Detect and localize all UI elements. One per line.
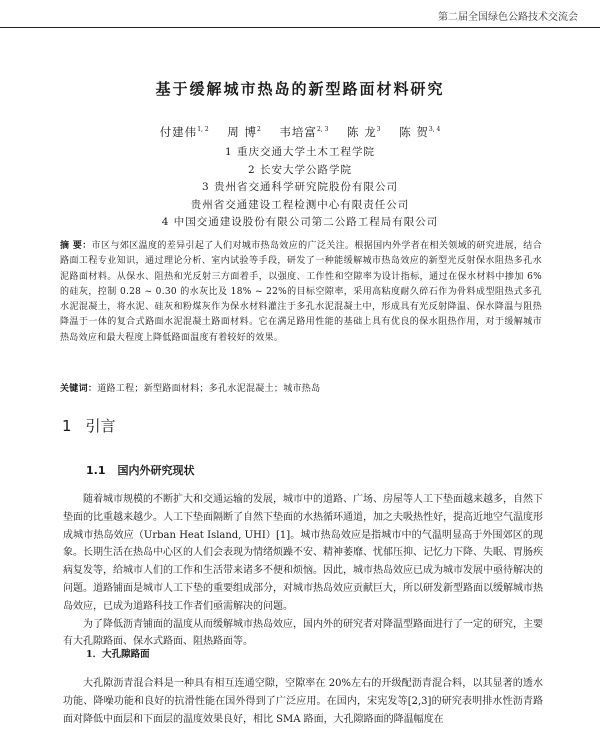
affiliation: 4 中国交通建设股份有限公司第二公路工程局有限公司 bbox=[161, 216, 439, 228]
paper-title: 基于缓解城市热岛的新型路面材料研究 bbox=[155, 80, 445, 98]
subsection-number: 1.1 bbox=[86, 464, 106, 477]
minor-heading: 1．大孔隙路面 bbox=[86, 649, 150, 660]
subsection-heading bbox=[86, 462, 195, 478]
author-list bbox=[0, 124, 600, 140]
affiliation-list bbox=[0, 144, 600, 232]
body-text-continued bbox=[63, 675, 543, 728]
header-rule bbox=[0, 27, 600, 28]
section-number: 1 bbox=[62, 417, 72, 435]
paragraph: 随着城市规模的不断扩大和交通运输的发展，城市中的道路、广场、房屋等人工下垫面越来越多，自然下垫面的比重越来越少。人工下垫面隔断了自然下垫面的水热循环通道，加之夫吸热性好，提高近地空气温度形成城市热岛效应（Urban Heat Island, UHI）[1]。城市热岛效应是指城市中的气温明显高于外围郊区的现象。长期生活在热岛中心区的人们会表现为情绪烦躁不安、精神萎靡、忧郁压抑、记忆力下降、失眠、胃肠疾病复发等，给城市人们的工作和生活带来诸多不便和烦恼。因此，城市热岛效应已成为城市发展中亟待解决的问题。道路铺面是城市人工下垫的重要组成部分，对城市热岛效应贡献巨大，所以研发新型路面以缓解城市热岛效应，已成为道路科技工作者们亟需解决的问题。 bbox=[63, 494, 543, 612]
abstract-text: 市区与郊区温度的差异引起了人们对城市热岛效应的广泛关注。根据国内外学者在相关领域的研究进展，结合路面工程专业知识，通过理论分析、室内试验等手段，研发了一种能缓解城市热岛效应的新型光反射保水阻热多孔水泥路面材料。从保水、阻热和光反射三方面着手，以强度、工作性和空隙率为设计指标，通过在保水材料中掺加 6%的硅灰，控制 0.28 ~ 0.30 的水灰比及 18% ~ 22%的目标空隙率，采用高粘度耐久碎石作为骨料成型阻热式多孔水泥混凝土，将水泥、硅灰和粉煤灰作为保水材料灌注于多孔水泥混凝土中，形成具有光反射降温、保水降温与阻热降温于一体的复合式路面水泥混凝土路面材料。它在满足路用性能的基础上具有优良的保水阻热作用，对于缓解城市热岛效应和最大程度上降低路面温度有着较好的效果。 bbox=[60, 241, 542, 343]
affiliation: 3 贵州省交通科学研究院股份有限公司 bbox=[201, 181, 399, 193]
keywords bbox=[60, 381, 542, 394]
affiliation: 贵州省交通建设工程检测中心有限责任公司 bbox=[190, 198, 410, 211]
author: 陈 贺$^{3, 4}$ bbox=[399, 125, 441, 139]
paragraph: 为了降低沥青铺面的温度从而缓解城市热岛效应，国内外的研究者对降温型路面进行了一定的研究，主要有大孔隙路面、保水式路面、阻热路面等。 bbox=[63, 618, 543, 648]
section-heading bbox=[62, 415, 116, 436]
keywords-label: 关键词： bbox=[60, 384, 98, 394]
author: 陈 龙$^3$ bbox=[347, 125, 381, 139]
subsection-title: 国内外研究现状 bbox=[117, 464, 195, 477]
affiliation: 2 长安大学公路学院 bbox=[247, 163, 353, 176]
author: 周 博$^2$ bbox=[227, 125, 261, 139]
running-header: 第二届全国绿色公路技术交流会 bbox=[438, 12, 578, 23]
author: 韦培富$^{2, 3}$ bbox=[279, 125, 329, 139]
body-text bbox=[63, 491, 543, 651]
paragraph: 大孔隙沥青混合料是一种具有相互连通空隙，空隙率在 20%左右的开级配沥青混合料，以其显著的透水功能、降噪功能和良好的抗滑性能在国外得到了广泛应用。在国内，宋宪发等[2,3]的研究表明排水性沥青路面对降低中面层和下面层的温度效果良好，相比 SMA 路面，大孔隙路面的降温幅度在 bbox=[63, 678, 543, 725]
section-title: 引言 bbox=[85, 417, 116, 435]
keywords-text: 道路工程；新型路面材料；多孔水泥混凝土；城市热岛 bbox=[97, 384, 321, 394]
author: 付建伟$^{1, 2}$ bbox=[159, 125, 209, 139]
abstract-label: 摘 要： bbox=[60, 241, 92, 251]
affiliation: 1 重庆交通大学土木工程学院 bbox=[224, 146, 376, 158]
abstract bbox=[60, 239, 542, 346]
